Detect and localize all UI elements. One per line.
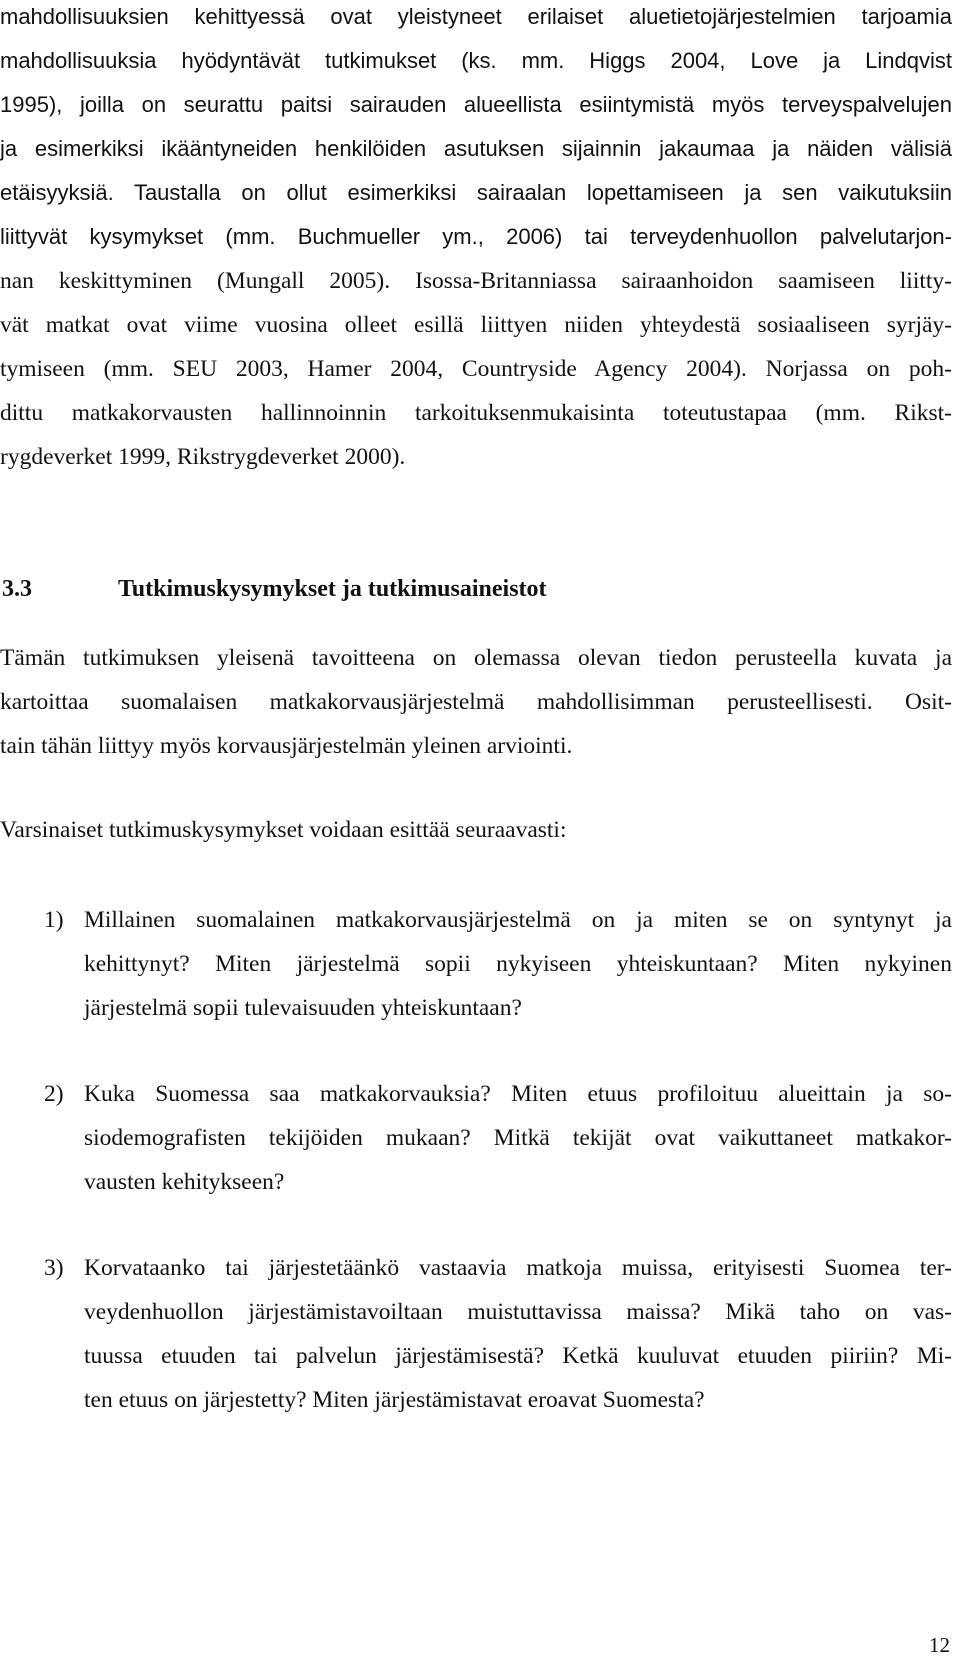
text-line: dittu matkakorvausten hallinnoinnin tarkoituksenmukaisinta toteutustapaa (mm. Rikst- xyxy=(0,400,952,426)
text-line: siodemografisten tekijöiden mukaan? Mitkä tekijät ovat vaikuttaneet matkakor- xyxy=(84,1125,952,1151)
text-line: etäisyyksiä. Taustalla on ollut esimerkiksi sairaalan lopettamiseen ja sen vaikutuksiin xyxy=(0,180,952,205)
text-line: tymiseen (mm. SEU 2003, Hamer 2004, Countryside Agency 2004). Norjassa on poh- xyxy=(0,356,952,382)
text-line: Kuka Suomessa saa matkakorvauksia? Miten etuus profiloituu alueittain ja so- xyxy=(84,1081,952,1107)
text-line: 1995), joilla on seurattu paitsi sairauden alueellista esiintymistä myös terveyspalvelujen xyxy=(0,92,952,117)
text-line: vät matkat ovat viime vuosina olleet esillä liittyen niiden yhteydestä sosiaaliseen syrjäy- xyxy=(0,312,952,338)
text-line: mahdollisuuksien kehittyessä ovat yleistyneet erilaiset aluetietojärjestelmien tarjoamia xyxy=(0,4,952,29)
text-line: veydenhuollon järjestämistavoiltaan muistuttavissa maissa? Mikä taho on vas- xyxy=(84,1299,952,1325)
text-line: kehittynyt? Miten järjestelmä sopii nykyiseen yhteiskuntaan? Miten nykyinen xyxy=(84,951,952,977)
text-line: ten etuus on järjestetty? Miten järjestämistavat eroavat Suomesta? xyxy=(84,1387,705,1413)
text-line: ja esimerkiksi ikääntyneiden henkilöiden asutuksen sijainnin jakaumaa ja näiden välisiä xyxy=(0,136,952,161)
text-line: Korvataanko tai järjestetäänkö vastaavia matkoja muissa, erityisesti Suomea ter- xyxy=(84,1255,952,1281)
question-number: 1) xyxy=(44,907,64,933)
text-line: Tämän tutkimuksen yleisenä tavoitteena on olemassa olevan tiedon perusteella kuvata ja xyxy=(0,645,952,671)
text-line: nan keskittyminen (Mungall 2005). Isossa-Britanniassa sairaanhoidon saamiseen liitty- xyxy=(0,268,952,294)
page-number: 12 xyxy=(929,1633,950,1657)
question-number: 2) xyxy=(44,1081,64,1107)
text-line: kartoittaa suomalaisen matkakorvausjärjestelmä mahdollisimman perusteellisesti. Osit- xyxy=(0,689,952,715)
text-line: Millainen suomalainen matkakorvausjärjestelmä on ja miten se on syntynyt ja xyxy=(84,907,952,933)
text-line: tain tähän liittyy myös korvausjärjestelmän yleinen arviointi. xyxy=(0,733,573,759)
text-line: vausten kehitykseen? xyxy=(84,1169,285,1195)
text-line: tuussa etuuden tai palvelun järjestämisestä? Ketkä kuuluvat etuuden piiriin? Mi- xyxy=(84,1343,952,1369)
section-number: 3.3 xyxy=(2,576,32,602)
text-line: järjestelmä sopii tulevaisuuden yhteiskuntaan? xyxy=(84,995,522,1021)
text-line: mahdollisuuksia hyödyntävät tutkimukset (ks. mm. Higgs 2004, Love ja Lindqvist xyxy=(0,48,952,73)
text-line: rygdeverket 1999, Rikstrygdeverket 2000). xyxy=(0,444,406,470)
section-title: Tutkimuskysymykset ja tutkimusaineistot xyxy=(118,576,547,602)
question-number: 3) xyxy=(44,1255,64,1281)
text-line: liittyvät kysymykset (mm. Buchmueller ym., 2006) tai terveydenhuollon palvelutarjon- xyxy=(0,224,952,249)
paragraph-intro-questions: Varsinaiset tutkimuskysymykset voidaan esittää seuraavasti: xyxy=(0,817,567,843)
